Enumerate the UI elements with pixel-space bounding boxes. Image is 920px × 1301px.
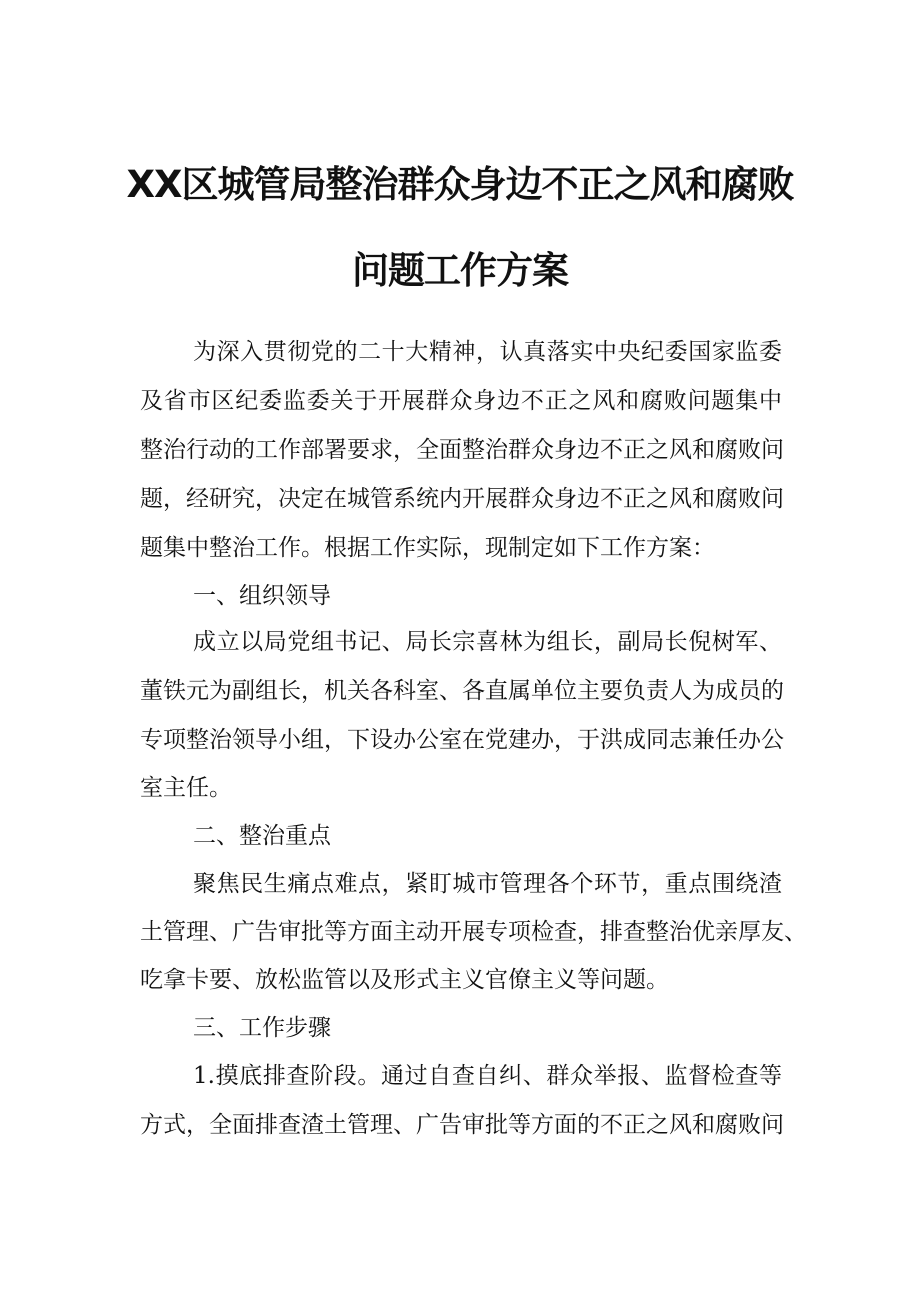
document-title-line-2: 问题工作方案	[352, 249, 568, 292]
paragraph-key-points-line-1: 聚焦民生痛点难点，紧盯城市管理各个环节，重点围绕渣	[193, 871, 782, 897]
paragraph-intro-line-3: 整治行动的工作部署要求，全面整治群众身边不正之风和腐败问	[140, 437, 784, 463]
section-heading-key-points: 二、整治重点	[193, 823, 331, 849]
paragraph-key-points-line-2: 土管理、广告审批等方面主动开展专项检查，排查整治优亲厚友、	[140, 919, 807, 945]
paragraph-organization-line-4: 室主任。	[140, 775, 232, 801]
paragraph-intro-line-2: 及省市区纪委监委关于开展群众身边不正之风和腐败问题集中	[140, 388, 782, 414]
paragraph-organization-line-1: 成立以局党组书记、局长宗喜林为组长，副局长倪树军、	[193, 629, 782, 655]
paragraph-work-steps-line-2: 方式，全面排查渣土管理、广告审批等方面的不正之风和腐败问	[140, 1112, 784, 1138]
paragraph-intro-line-5: 题集中整治工作。根据工作实际，现制定如下工作方案：	[140, 535, 715, 561]
paragraph-organization-line-2: 董铁元为副组长，机关各科室、各直属单位主要负责人为成员的	[140, 678, 784, 704]
section-heading-organization: 一、组织领导	[193, 583, 331, 609]
paragraph-intro-line-1: 为深入贯彻党的二十大精神，认真落实中央纪委国家监委	[193, 339, 782, 365]
document-title-line-1: XX区城管局整治群众身边不正之风和腐败	[126, 163, 794, 206]
paragraph-intro-line-4: 题，经研究，决定在城管系统内开展群众身边不正之风和腐败问	[140, 486, 784, 512]
paragraph-organization-line-3: 专项整治领导小组，下设办公室在党建办，于洪成同志兼任办公	[140, 727, 784, 753]
paragraph-key-points-line-3: 吃拿卡要、放松监管以及形式主义官僚主义等问题。	[140, 967, 669, 993]
paragraph-work-steps-line-1: 1.摸底排查阶段。通过自查自纠、群众举报、监督检查等	[193, 1063, 782, 1089]
section-heading-work-steps: 三、工作步骤	[193, 1015, 331, 1041]
